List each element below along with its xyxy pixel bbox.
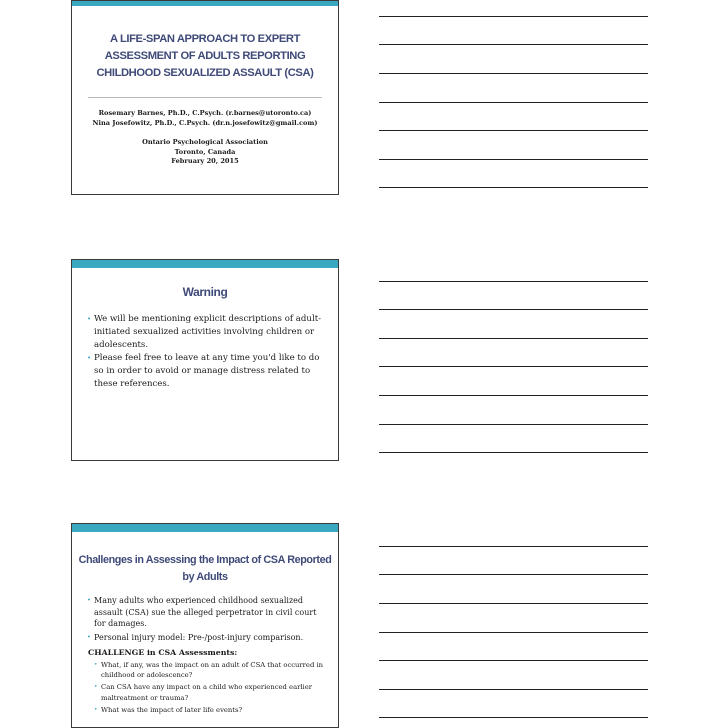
notes-line bbox=[379, 338, 648, 339]
notes-line bbox=[379, 187, 648, 188]
organization: Ontario Psychological Association bbox=[142, 137, 268, 146]
notes-line bbox=[379, 424, 648, 425]
notes-line bbox=[379, 281, 648, 282]
author-1: Rosemary Barnes, Ph.D., C.Psych. (r.barnes@utoronto.ca) bbox=[98, 109, 312, 117]
notes-line bbox=[379, 309, 648, 310]
author-block bbox=[72, 108, 338, 129]
notes-line bbox=[379, 546, 648, 547]
presentation-title: A LIFE-SPAN APPROACH TO EXPERT ASSESSMENT OF ADULTS REPORTING CHILDHOOD SEXUALIZED ASSAULT (CSA) bbox=[96, 33, 314, 79]
slide-header-bar bbox=[72, 1, 338, 6]
notes-line bbox=[379, 102, 648, 103]
slide-header-bar bbox=[72, 524, 338, 532]
notes-line bbox=[379, 660, 648, 661]
bullet-list bbox=[72, 595, 338, 643]
slide-warning bbox=[71, 259, 339, 461]
list-item: • Many adults who experienced childhood sexualized assault (CSA) sue the alleged perpetrator in civil court for damages. bbox=[88, 595, 324, 630]
title-divider bbox=[88, 97, 322, 98]
list-item: • Personal injury model: Pre-/post-injury comparison. bbox=[88, 632, 324, 644]
slide-title: Challenges in Assessing the Impact of CSA Reported by Adults bbox=[78, 554, 332, 583]
list-item: • Please feel free to leave at any time you'd like to do so in order to avoid or manage distress related to these references. bbox=[88, 352, 324, 390]
notes-line bbox=[379, 44, 648, 45]
list-item: • We will be mentioning explicit descriptions of adult-initiated sexualized activities involving children or adolescents. bbox=[88, 313, 324, 351]
slide-challenges bbox=[71, 523, 339, 728]
slide-title bbox=[71, 0, 339, 195]
notes-line bbox=[379, 395, 648, 396]
slide-header-bar bbox=[72, 260, 338, 268]
author-2: Nina Josefowitz, Ph.D., C.Psych. (dr.n.josefowitz@gmail.com) bbox=[92, 119, 318, 128]
notes-line bbox=[379, 717, 648, 718]
sub-bullet-list bbox=[72, 660, 338, 715]
location: Toronto, Canada bbox=[174, 147, 236, 156]
notes-line bbox=[379, 366, 648, 367]
notes-line bbox=[379, 130, 648, 131]
list-item: • What was the impact of later life events? bbox=[100, 705, 324, 715]
notes-line bbox=[379, 452, 648, 453]
bullet-list bbox=[72, 313, 338, 391]
notes-line bbox=[379, 16, 648, 17]
presentation-date: February 20, 2015 bbox=[171, 157, 239, 166]
notes-line bbox=[379, 632, 648, 633]
notes-line bbox=[379, 689, 648, 690]
notes-line bbox=[379, 603, 648, 604]
list-item: • Can CSA have any impact on a child who experienced earlier maltreatment or trauma? bbox=[100, 682, 324, 702]
list-item: • What, if any, was the impact on an adult of CSA that occurred in childhood or adolescence? bbox=[100, 660, 324, 680]
venue-block bbox=[72, 138, 338, 167]
notes-line bbox=[379, 574, 648, 575]
challenge-heading: CHALLENGE in CSA Assessments: bbox=[88, 648, 238, 657]
notes-line bbox=[379, 159, 648, 160]
notes-line bbox=[379, 73, 648, 74]
slide-title: Warning bbox=[182, 285, 228, 299]
